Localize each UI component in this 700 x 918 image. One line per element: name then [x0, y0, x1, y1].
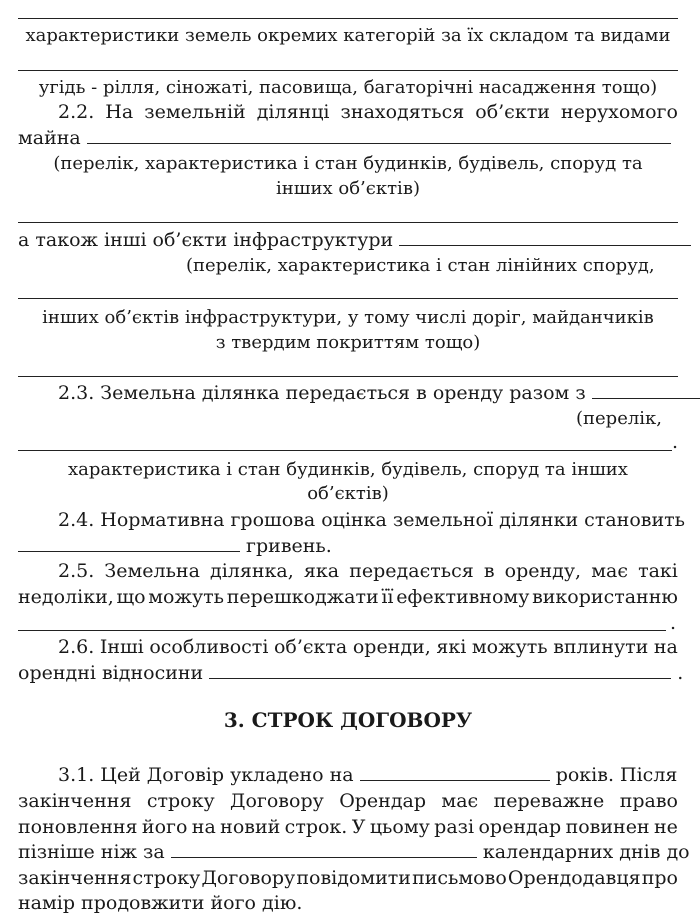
field-note: (перелік, характеристика і стан будинків, будівель, споруд та [53, 153, 643, 174]
paragraph-text: календарних днів до [482, 841, 690, 863]
paragraph-3-1-line: намір продовжити його дію. [18, 892, 303, 914]
word: які [436, 636, 467, 658]
word: новий [220, 816, 281, 838]
paragraph-text: 2.3. Земельна ділянка передається в оренду разом з [58, 382, 586, 404]
word: оренду, [504, 560, 582, 582]
blank-line [18, 630, 666, 631]
paragraph-3-1-line [18, 815, 678, 839]
word: такі [638, 560, 678, 582]
word: передається [349, 560, 474, 582]
word: не [653, 816, 678, 838]
word: Орендар [339, 790, 427, 812]
word: 2.2. [58, 101, 95, 123]
word: його [141, 816, 188, 838]
word: закінчення [18, 790, 132, 812]
word: недоліки, [18, 586, 114, 608]
field-note: характеристика і стан будинків, будівель, споруд та інших [68, 459, 628, 480]
paragraph-text: гривень. [246, 535, 332, 557]
word: На [105, 101, 134, 123]
word: ділянці [256, 101, 330, 123]
word: знаходяться [340, 101, 465, 123]
word: можуть [148, 586, 224, 608]
section-heading: 3. СТРОК ДОГОВОРУ [223, 708, 473, 732]
paragraph-text: років. Після [555, 764, 678, 786]
label-text: майна [18, 127, 81, 149]
word: можуть [471, 636, 548, 658]
word: орендар [478, 816, 562, 838]
line-period: . [670, 612, 677, 634]
infrastructure-blank [399, 228, 691, 246]
other-features-blank [209, 661, 671, 679]
paragraph-2-6-line [58, 635, 678, 659]
paragraph-text: орендні відносини [18, 662, 204, 684]
word: перешкоджати [226, 586, 379, 608]
word: земельній [144, 101, 246, 123]
word: вплинути [553, 636, 649, 658]
word: строку [132, 867, 201, 889]
paragraph-2-4-line [18, 534, 678, 558]
blank-line [18, 376, 678, 377]
paragraph-2-2-line [18, 126, 678, 150]
word: право [619, 790, 678, 812]
field-note: з твердим покриттям тощо) [215, 332, 481, 353]
word: 2.5. [58, 560, 95, 582]
field-note: (перелік, [576, 408, 663, 429]
word: що [116, 586, 146, 608]
word: Земельна [104, 560, 200, 582]
paragraph-2-3-line [58, 381, 678, 405]
word: Договору [201, 867, 296, 889]
infrastructure-line [18, 228, 678, 252]
property-objects-blank [87, 126, 671, 144]
paragraph-3-1-line [18, 866, 678, 890]
word: має [441, 790, 479, 812]
word: У [351, 816, 366, 838]
paragraph-2-6-line [18, 661, 684, 685]
line-period: . [672, 431, 679, 453]
word: переважне [493, 790, 605, 812]
lease-objects-blank [592, 381, 700, 399]
word: оренди, [352, 636, 431, 658]
paragraph-3-1-line [18, 840, 690, 864]
word: об’єкти [475, 101, 550, 123]
field-note: об’єктів) [307, 483, 389, 504]
field-note: інших об’єктів) [276, 178, 420, 199]
word: 2.6. [58, 636, 95, 658]
word: Інші [99, 636, 144, 658]
word: закінчення [18, 867, 132, 889]
word: ділянка, [210, 560, 294, 582]
field-note: (перелік, характеристика і стан лінійних споруд, [186, 255, 655, 276]
word: ефективному [396, 586, 530, 608]
word: Орендодавця [507, 867, 641, 889]
word: про [641, 867, 678, 889]
word: нерухомого [560, 101, 678, 123]
word: поновлення [18, 816, 138, 838]
paragraph-3-1-line [58, 763, 678, 787]
notice-days-blank [171, 840, 477, 858]
word: строк. [284, 816, 348, 838]
blank-line [18, 18, 678, 19]
blank-line [18, 450, 672, 451]
word: цьому [369, 816, 430, 838]
paragraph-2-5-line [58, 559, 678, 583]
paragraph-3-1-line [18, 789, 678, 813]
word: має [591, 560, 628, 582]
word: на [653, 636, 678, 658]
paragraph-text: пізніше ніж за [18, 841, 165, 863]
word: Договору [230, 790, 324, 812]
word: строку [146, 790, 215, 812]
word: повідомити [296, 867, 411, 889]
word: в [483, 560, 495, 582]
word: її [381, 586, 394, 608]
paragraph-2-4-line: 2.4. Нормативна грошова оцінка земельної ділянки становить [58, 509, 685, 531]
valuation-blank [18, 534, 240, 552]
field-note: угідь - рілля, сіножаті, пасовища, багаторічні насадження тощо) [38, 77, 658, 98]
word: на [191, 816, 216, 838]
word: використанню [532, 586, 678, 608]
paragraph-2-2-line [58, 100, 678, 124]
word: об’єкта [273, 636, 348, 658]
paragraph-2-5-line [18, 585, 678, 609]
field-note: інших об’єктів інфраструктури, у тому числі доріг, майданчиків [42, 307, 654, 328]
blank-line [18, 222, 678, 223]
paragraph-text: 3.1. Цей Договір укладено на [58, 764, 354, 786]
line-period: . [677, 662, 684, 684]
word: разі [434, 816, 475, 838]
blank-line [18, 298, 678, 299]
field-note: характеристики земель окремих категорій за їх складом та видами [25, 25, 671, 46]
label-text: а також інші об’єкти інфраструктури [18, 229, 394, 251]
blank-line [18, 70, 678, 71]
word: повинен [565, 816, 650, 838]
word: яка [303, 560, 340, 582]
term-years-blank [360, 763, 550, 781]
word: письмово [412, 867, 507, 889]
word: особливості [149, 636, 269, 658]
